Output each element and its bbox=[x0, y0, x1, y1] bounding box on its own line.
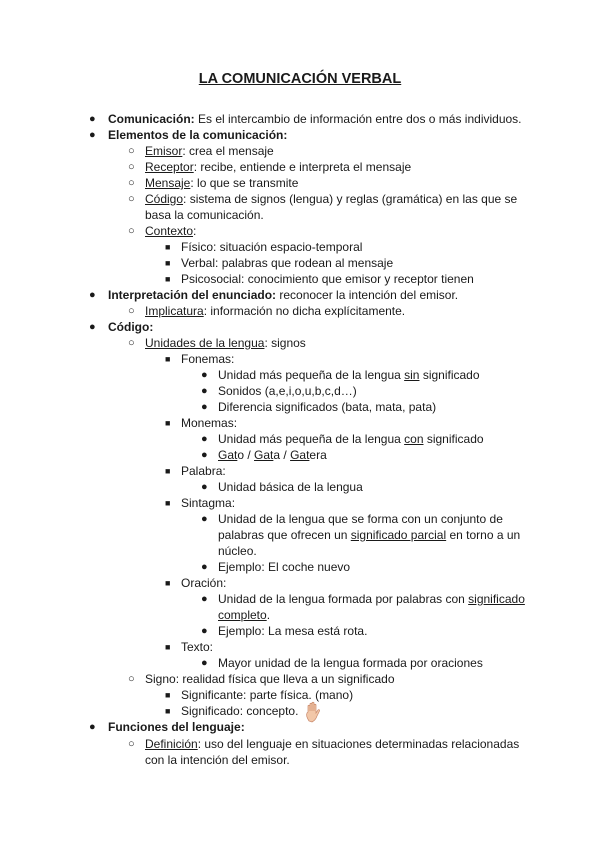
circle-bullet-icon: ○ bbox=[128, 305, 135, 317]
bullet-icon: ● bbox=[201, 433, 208, 445]
list-item: Unidad de la lengua que se forma con un conjunto de bbox=[218, 512, 503, 526]
bullet-icon: ● bbox=[201, 593, 208, 605]
list-item: Código: sistema de signos (lengua) y reglas (gramática) en las que se bbox=[145, 192, 518, 206]
list-item: Unidad básica de la lengua bbox=[218, 480, 363, 494]
list-item-continuation: completo. bbox=[218, 608, 271, 622]
circle-bullet-icon: ○ bbox=[128, 225, 135, 237]
bullet-icon: ● bbox=[89, 129, 96, 141]
list-item: Unidad de la lengua formada por palabras con significado bbox=[218, 592, 525, 606]
list-item: Contexto: bbox=[145, 224, 197, 238]
list-item: Elementos de la comunicación: bbox=[108, 128, 288, 142]
list-item-continuation: basa la comunicación. bbox=[145, 208, 264, 222]
list-item: Verbal: palabras que rodean al mensaje bbox=[181, 256, 394, 270]
list-item: Sonidos (a,e,i,o,u,b,c,d…) bbox=[218, 384, 357, 398]
hand-icon bbox=[304, 701, 322, 723]
square-bullet-icon: ■ bbox=[165, 642, 171, 652]
list-item: Signo: realidad física que lleva a un significado bbox=[145, 672, 395, 686]
square-bullet-icon: ■ bbox=[165, 242, 171, 252]
list-item: Definición: uso del lenguaje en situaciones determinadas relacionadas bbox=[145, 737, 520, 751]
list-item: Texto: bbox=[181, 640, 214, 654]
list-item: Interpretación del enunciado: reconocer la intención del emisor. bbox=[108, 288, 459, 302]
bullet-icon: ● bbox=[201, 385, 208, 397]
list-item: Sintagma: bbox=[181, 496, 236, 510]
bullet-icon: ● bbox=[201, 449, 208, 461]
bullet-icon: ● bbox=[201, 401, 208, 413]
square-bullet-icon: ■ bbox=[165, 690, 171, 700]
square-bullet-icon: ■ bbox=[165, 258, 171, 268]
list-item: Fonemas: bbox=[181, 352, 235, 366]
list-item: Unidad más pequeña de la lengua con significado bbox=[218, 432, 484, 446]
list-item: Diferencia significados (bata, mata, pata) bbox=[218, 400, 437, 414]
list-item: Unidades de la lengua: signos bbox=[145, 336, 306, 350]
list-item-continuation: con la intención del emisor. bbox=[145, 753, 290, 767]
square-bullet-icon: ■ bbox=[165, 578, 171, 588]
list-item: Código: bbox=[108, 320, 154, 334]
bullet-icon: ● bbox=[89, 721, 96, 733]
page-title: LA COMUNICACIÓN VERBAL bbox=[198, 71, 402, 87]
list-item: Significado: concepto. bbox=[181, 704, 299, 718]
list-item: Palabra: bbox=[181, 464, 226, 478]
circle-bullet-icon: ○ bbox=[128, 193, 135, 205]
bullet-icon: ● bbox=[89, 113, 96, 125]
square-bullet-icon: ■ bbox=[165, 498, 171, 508]
list-item: Implicatura: información no dicha explícitamente. bbox=[145, 304, 406, 318]
list-item: Funciones del lenguaje: bbox=[108, 720, 245, 734]
square-bullet-icon: ■ bbox=[165, 354, 171, 364]
bullet-icon: ● bbox=[201, 513, 208, 525]
bullet-icon: ● bbox=[201, 625, 208, 637]
circle-bullet-icon: ○ bbox=[128, 738, 135, 750]
square-bullet-icon: ■ bbox=[165, 274, 171, 284]
circle-bullet-icon: ○ bbox=[128, 177, 135, 189]
list-item: Ejemplo: El coche nuevo bbox=[218, 560, 351, 574]
circle-bullet-icon: ○ bbox=[128, 337, 135, 349]
list-item-continuation: palabras que ofrecen un significado parcial en torno a un bbox=[218, 528, 521, 542]
bullet-icon: ● bbox=[89, 289, 96, 301]
list-item: Psicosocial: conocimiento que emisor y receptor tienen bbox=[181, 272, 474, 286]
list-item-continuation: núcleo. bbox=[218, 544, 257, 558]
bullet-icon: ● bbox=[201, 481, 208, 493]
bullet-icon: ● bbox=[89, 321, 96, 333]
list-item: Físico: situación espacio-temporal bbox=[181, 240, 363, 254]
list-item: Unidad más pequeña de la lengua sin significado bbox=[218, 368, 480, 382]
bullet-icon: ● bbox=[201, 561, 208, 573]
list-item: Mensaje: lo que se transmite bbox=[145, 176, 299, 190]
circle-bullet-icon: ○ bbox=[128, 673, 135, 685]
square-bullet-icon: ■ bbox=[165, 706, 171, 716]
bullet-icon: ● bbox=[201, 657, 208, 669]
list-item: Comunicación: Es el intercambio de información entre dos o más individuos. bbox=[108, 112, 522, 126]
list-item: Receptor: recibe, entiende e interpreta el mensaje bbox=[145, 160, 412, 174]
circle-bullet-icon: ○ bbox=[128, 161, 135, 173]
list-item: Ejemplo: La mesa está rota. bbox=[218, 624, 368, 638]
bullet-icon: ● bbox=[201, 369, 208, 381]
list-item: Significante: parte física. (mano) bbox=[181, 688, 354, 702]
square-bullet-icon: ■ bbox=[165, 418, 171, 428]
list-item: Mayor unidad de la lengua formada por oraciones bbox=[218, 656, 483, 670]
list-item: Oración: bbox=[181, 576, 227, 590]
circle-bullet-icon: ○ bbox=[128, 145, 135, 157]
list-item: Monemas: bbox=[181, 416, 238, 430]
square-bullet-icon: ■ bbox=[165, 466, 171, 476]
list-item: Gato / Gata / Gatera bbox=[218, 448, 327, 462]
list-item: Emisor: crea el mensaje bbox=[145, 144, 274, 158]
